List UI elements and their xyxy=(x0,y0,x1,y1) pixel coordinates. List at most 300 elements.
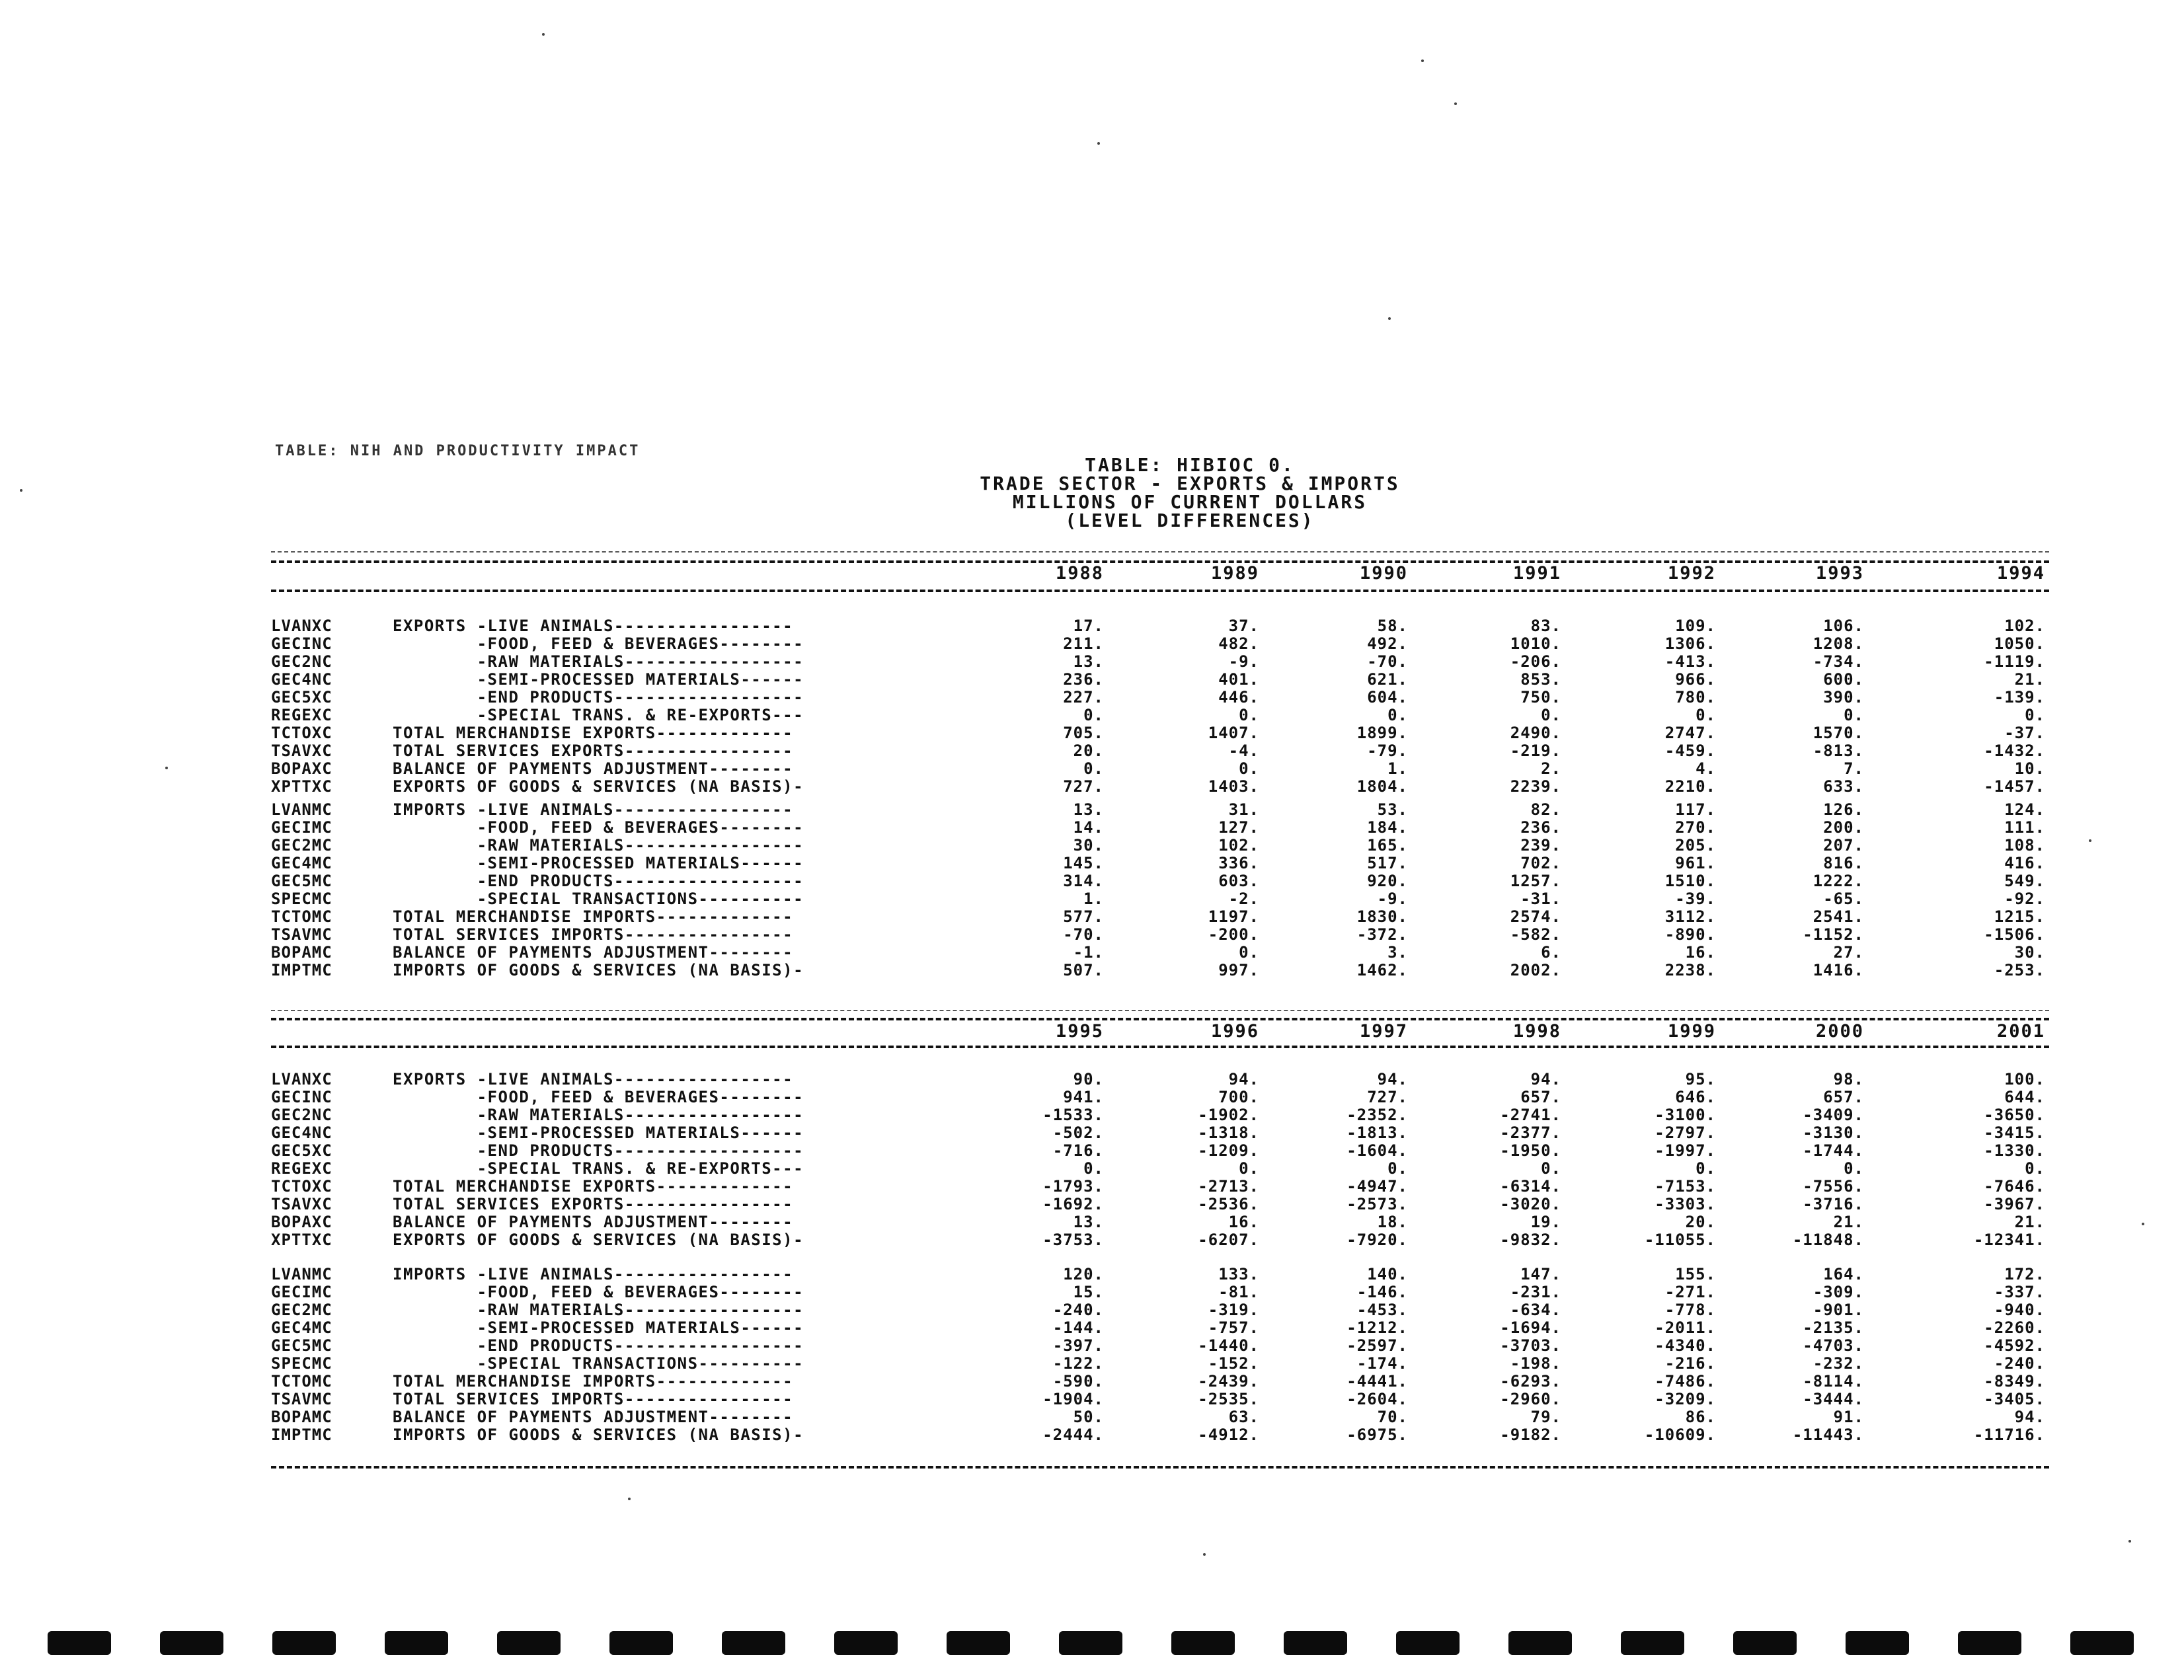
series-code: GEC2MC xyxy=(271,1301,332,1319)
series-code: REGEXC xyxy=(271,706,332,724)
cell-value: -3405. xyxy=(1984,1390,2045,1408)
series-code: TSAVMC xyxy=(271,1390,332,1408)
cell-value: 1830. xyxy=(1356,907,1408,926)
tractor-hole xyxy=(48,1631,111,1655)
scan-speck xyxy=(1421,59,1424,62)
cell-value: -174. xyxy=(1356,1354,1408,1373)
series-code: GEC4MC xyxy=(271,854,332,872)
series-code: TSAVXC xyxy=(271,1195,332,1213)
cell-value: 58. xyxy=(1377,617,1408,635)
cell-value: 0. xyxy=(1541,706,1561,724)
cell-value: 633. xyxy=(1823,777,1864,796)
cell-value: -1997. xyxy=(1655,1141,1716,1160)
cell-value: 95. xyxy=(1685,1070,1716,1088)
cell-value: 140. xyxy=(1367,1265,1408,1283)
series-code: GEC4NC xyxy=(271,1124,332,1142)
cell-value: -3415. xyxy=(1984,1124,2045,1142)
cell-value: -231. xyxy=(1510,1283,1561,1301)
tractor-hole xyxy=(1284,1631,1347,1655)
tractor-hole xyxy=(1508,1631,1572,1655)
cell-value: 0. xyxy=(1696,1159,1716,1178)
row-label: -RAW MATERIALS----------------- xyxy=(393,836,804,855)
cell-value: 1804. xyxy=(1356,777,1408,796)
cell-value: 1010. xyxy=(1510,634,1561,653)
cell-value: -92. xyxy=(2004,890,2045,908)
series-code: IMPTMC xyxy=(271,1426,332,1444)
row-label: IMPORTS OF GOODS & SERVICES (NA BASIS)- xyxy=(393,961,804,979)
cell-value: -4340. xyxy=(1655,1336,1716,1355)
series-code: TCTOMC xyxy=(271,907,332,926)
cell-value: -2135. xyxy=(1803,1318,1864,1337)
series-code: LVANMC xyxy=(271,1265,332,1283)
cell-value: -11716. xyxy=(1973,1426,2045,1444)
cell-value: 314. xyxy=(1063,872,1104,890)
cell-value: -757. xyxy=(1208,1318,1259,1337)
cell-value: -716. xyxy=(1052,1141,1104,1160)
cell-value: 31. xyxy=(1228,800,1259,819)
tractor-hole xyxy=(609,1631,673,1655)
cell-value: -240. xyxy=(1052,1301,1104,1319)
row-label: -END PRODUCTS------------------ xyxy=(393,872,804,890)
cell-value: 236. xyxy=(1520,818,1561,837)
cell-value: 50. xyxy=(1073,1408,1104,1426)
year-header: 1992 xyxy=(1667,563,1716,584)
title-line: (LEVEL DIFFERENCES) xyxy=(1065,510,1315,531)
cell-value: -890. xyxy=(1664,925,1716,944)
cell-value: 1197. xyxy=(1208,907,1259,926)
series-code: TSAVXC xyxy=(271,742,332,760)
report-header-left: TABLE: NIH AND PRODUCTIVITY IMPACT xyxy=(275,443,641,459)
cell-value: -216. xyxy=(1664,1354,1716,1373)
cell-value: -7486. xyxy=(1655,1372,1716,1391)
cell-value: -7153. xyxy=(1655,1177,1716,1196)
cell-value: 155. xyxy=(1675,1265,1716,1283)
year-header: 1991 xyxy=(1512,563,1561,584)
row-label: TOTAL MERCHANDISE EXPORTS------------- xyxy=(393,1177,794,1196)
row-label: BALANCE OF PAYMENTS ADJUSTMENT-------- xyxy=(393,1408,794,1426)
cell-value: 0. xyxy=(1083,1159,1104,1178)
series-code: GEC5XC xyxy=(271,688,332,706)
table-rule xyxy=(271,551,2049,553)
cell-value: -3409. xyxy=(1803,1106,1864,1124)
series-code: TSAVMC xyxy=(271,925,332,944)
cell-value: -3100. xyxy=(1655,1106,1716,1124)
tractor-hole xyxy=(1059,1631,1122,1655)
cell-value: -3020. xyxy=(1500,1195,1561,1213)
cell-value: 30. xyxy=(1073,836,1104,855)
cell-value: 1. xyxy=(1083,890,1104,908)
cell-value: -2797. xyxy=(1655,1124,1716,1142)
cell-value: 270. xyxy=(1675,818,1716,837)
row-label: -SEMI-PROCESSED MATERIALS------ xyxy=(393,1124,804,1142)
cell-value: 657. xyxy=(1823,1088,1864,1106)
table-rule xyxy=(271,1018,2049,1020)
tractor-hole xyxy=(834,1631,898,1655)
series-code: GECIMC xyxy=(271,1283,332,1301)
cell-value: 644. xyxy=(2004,1088,2045,1106)
scan-speck xyxy=(1203,1553,1206,1556)
cell-value: -3130. xyxy=(1803,1124,1864,1142)
cell-value: -1533. xyxy=(1042,1106,1104,1124)
cell-value: -813. xyxy=(1813,742,1864,760)
cell-value: 2002. xyxy=(1510,961,1561,979)
cell-value: -590. xyxy=(1052,1372,1104,1391)
cell-value: 0. xyxy=(2025,706,2045,724)
cell-value: -1902. xyxy=(1198,1106,1259,1124)
year-header: 1994 xyxy=(1996,563,2045,584)
cell-value: 82. xyxy=(1530,800,1561,819)
cell-value: -3716. xyxy=(1803,1195,1864,1213)
cell-value: 1510. xyxy=(1664,872,1716,890)
cell-value: 492. xyxy=(1367,634,1408,653)
row-label: EXPORTS -LIVE ANIMALS----------------- xyxy=(393,617,794,635)
cell-value: -144. xyxy=(1052,1318,1104,1337)
cell-value: -502. xyxy=(1052,1124,1104,1142)
cell-value: 98. xyxy=(1833,1070,1864,1088)
cell-value: 7. xyxy=(1844,759,1864,778)
cell-value: 1570. xyxy=(1813,724,1864,742)
cell-value: -70. xyxy=(1063,925,1104,944)
cell-value: 416. xyxy=(2004,854,2045,872)
cell-value: 1222. xyxy=(1813,872,1864,890)
cell-value: -3209. xyxy=(1655,1390,1716,1408)
row-label: -SEMI-PROCESSED MATERIALS------ xyxy=(393,854,804,872)
cell-value: 147. xyxy=(1520,1265,1561,1283)
cell-value: -11055. xyxy=(1644,1231,1716,1249)
cell-value: 53. xyxy=(1377,800,1408,819)
cell-value: 133. xyxy=(1218,1265,1259,1283)
table-rule xyxy=(271,590,2049,592)
cell-value: -1904. xyxy=(1042,1390,1104,1408)
tractor-hole xyxy=(722,1631,785,1655)
cell-value: 517. xyxy=(1367,854,1408,872)
row-label: -RAW MATERIALS----------------- xyxy=(393,1301,804,1319)
cell-value: -4441. xyxy=(1346,1372,1408,1391)
cell-value: -1813. xyxy=(1346,1124,1408,1142)
cell-value: 0. xyxy=(1239,943,1259,962)
cell-value: 482. xyxy=(1218,634,1259,653)
cell-value: -139. xyxy=(1994,688,2045,706)
cell-value: -240. xyxy=(1994,1354,2045,1373)
cell-value: 94. xyxy=(1530,1070,1561,1088)
tractor-hole xyxy=(947,1631,1010,1655)
cell-value: -3753. xyxy=(1042,1231,1104,1249)
cell-value: -11443. xyxy=(1792,1426,1864,1444)
cell-value: -146. xyxy=(1356,1283,1408,1301)
cell-value: 0. xyxy=(1696,706,1716,724)
cell-value: 20. xyxy=(1685,1213,1716,1231)
cell-value: -9182. xyxy=(1500,1426,1561,1444)
cell-value: -8349. xyxy=(1984,1372,2045,1391)
year-header: 1997 xyxy=(1359,1021,1408,1042)
cell-value: -1119. xyxy=(1984,652,2045,671)
cell-value: 549. xyxy=(2004,872,2045,890)
cell-value: -9. xyxy=(1377,890,1408,908)
cell-value: 507. xyxy=(1063,961,1104,979)
series-code: GECINC xyxy=(271,634,332,653)
cell-value: 0. xyxy=(1083,759,1104,778)
cell-value: 621. xyxy=(1367,670,1408,689)
cell-value: 0. xyxy=(1239,706,1259,724)
row-label: TOTAL MERCHANDISE IMPORTS------------- xyxy=(393,1372,794,1391)
cell-value: 2747. xyxy=(1664,724,1716,742)
series-code: IMPTMC xyxy=(271,961,332,979)
cell-value: -9. xyxy=(1228,652,1259,671)
cell-value: -2741. xyxy=(1500,1106,1561,1124)
cell-value: 102. xyxy=(1218,836,1259,855)
series-code: BOPAMC xyxy=(271,943,332,962)
cell-value: -253. xyxy=(1994,961,2045,979)
row-label: -RAW MATERIALS----------------- xyxy=(393,1106,804,1124)
cell-value: -2604. xyxy=(1346,1390,1408,1408)
row-label: -FOOD, FEED & BEVERAGES-------- xyxy=(393,818,804,837)
cell-value: 13. xyxy=(1073,1213,1104,1231)
cell-value: -39. xyxy=(1675,890,1716,908)
series-code: BOPAXC xyxy=(271,1213,332,1231)
series-code: XPTTXC xyxy=(271,777,332,796)
table-rule xyxy=(271,1046,2049,1048)
cell-value: -31. xyxy=(1520,890,1561,908)
cell-value: 646. xyxy=(1675,1088,1716,1106)
cell-value: -2. xyxy=(1228,890,1259,908)
cell-value: -2439. xyxy=(1198,1372,1259,1391)
cell-value: -3303. xyxy=(1655,1195,1716,1213)
cell-value: 750. xyxy=(1520,688,1561,706)
series-code: LVANMC xyxy=(271,800,332,819)
cell-value: -3444. xyxy=(1803,1390,1864,1408)
cell-value: 853. xyxy=(1520,670,1561,689)
year-header: 1993 xyxy=(1815,563,1864,584)
year-header: 1989 xyxy=(1210,563,1259,584)
cell-value: 2541. xyxy=(1813,907,1864,926)
cell-value: -734. xyxy=(1813,652,1864,671)
series-code: TCTOXC xyxy=(271,1177,332,1196)
cell-value: 17. xyxy=(1073,617,1104,635)
cell-value: 600. xyxy=(1823,670,1864,689)
cell-value: 401. xyxy=(1218,670,1259,689)
cell-value: 15. xyxy=(1073,1283,1104,1301)
cell-value: 1416. xyxy=(1813,961,1864,979)
cell-value: 941. xyxy=(1063,1088,1104,1106)
cell-value: 83. xyxy=(1530,617,1561,635)
cell-value: -901. xyxy=(1813,1301,1864,1319)
tractor-hole xyxy=(1958,1631,2021,1655)
cell-value: -81. xyxy=(1218,1283,1259,1301)
tractor-hole xyxy=(1396,1631,1460,1655)
cell-value: 2210. xyxy=(1664,777,1716,796)
row-label: BALANCE OF PAYMENTS ADJUSTMENT-------- xyxy=(393,1213,794,1231)
cell-value: 0. xyxy=(1541,1159,1561,1178)
cell-value: -11848. xyxy=(1792,1231,1864,1249)
cell-value: -940. xyxy=(1994,1301,2045,1319)
cell-value: 2239. xyxy=(1510,777,1561,796)
year-header: 2001 xyxy=(1996,1021,2045,1042)
cell-value: -2536. xyxy=(1198,1195,1259,1213)
cell-value: -397. xyxy=(1052,1336,1104,1355)
cell-value: 27. xyxy=(1833,943,1864,962)
cell-value: 780. xyxy=(1675,688,1716,706)
cell-value: -1793. xyxy=(1042,1177,1104,1196)
row-label: TOTAL SERVICES EXPORTS---------------- xyxy=(393,742,794,760)
scan-speck xyxy=(2089,839,2091,842)
cell-value: -337. xyxy=(1994,1283,2045,1301)
cell-value: 63. xyxy=(1228,1408,1259,1426)
cell-value: 961. xyxy=(1675,854,1716,872)
year-header: 1990 xyxy=(1359,563,1408,584)
cell-value: 239. xyxy=(1520,836,1561,855)
cell-value: 172. xyxy=(2004,1265,2045,1283)
cell-value: 18. xyxy=(1377,1213,1408,1231)
series-code: XPTTXC xyxy=(271,1231,332,1249)
cell-value: 10. xyxy=(2014,759,2045,778)
cell-value: -9832. xyxy=(1500,1231,1561,1249)
cell-value: 79. xyxy=(1530,1408,1561,1426)
cell-value: 91. xyxy=(1833,1408,1864,1426)
series-code: LVANXC xyxy=(271,617,332,635)
tractor-hole xyxy=(385,1631,448,1655)
cell-value: 1257. xyxy=(1510,872,1561,890)
cell-value: -3650. xyxy=(1984,1106,2045,1124)
cell-value: -206. xyxy=(1510,652,1561,671)
cell-value: 920. xyxy=(1367,872,1408,890)
cell-value: -6293. xyxy=(1500,1372,1561,1391)
cell-value: 966. xyxy=(1675,670,1716,689)
cell-value: 604. xyxy=(1367,688,1408,706)
cell-value: 727. xyxy=(1367,1088,1408,1106)
tractor-hole xyxy=(1846,1631,1909,1655)
cell-value: -219. xyxy=(1510,742,1561,760)
cell-value: -372. xyxy=(1356,925,1408,944)
cell-value: 0. xyxy=(1387,1159,1408,1178)
cell-value: -2352. xyxy=(1346,1106,1408,1124)
cell-value: -122. xyxy=(1052,1354,1104,1373)
cell-value: 14. xyxy=(1073,818,1104,837)
cell-value: 997. xyxy=(1218,961,1259,979)
row-label: -SPECIAL TRANS. & RE-EXPORTS--- xyxy=(393,706,804,724)
cell-value: 127. xyxy=(1218,818,1259,837)
cell-value: 446. xyxy=(1218,688,1259,706)
cell-value: 16. xyxy=(1685,943,1716,962)
cell-value: -2444. xyxy=(1042,1426,1104,1444)
tractor-hole xyxy=(2070,1631,2134,1655)
cell-value: -2713. xyxy=(1198,1177,1259,1196)
cell-value: -778. xyxy=(1664,1301,1716,1319)
title-line: TRADE SECTOR - EXPORTS & IMPORTS xyxy=(980,473,1400,494)
row-label: -FOOD, FEED & BEVERAGES-------- xyxy=(393,1283,804,1301)
cell-value: -198. xyxy=(1510,1354,1561,1373)
cell-value: -12341. xyxy=(1973,1231,2045,1249)
row-label: IMPORTS -LIVE ANIMALS----------------- xyxy=(393,1265,794,1283)
scan-speck xyxy=(165,767,168,769)
cell-value: 2238. xyxy=(1664,961,1716,979)
cell-value: -319. xyxy=(1208,1301,1259,1319)
cell-value: -4703. xyxy=(1803,1336,1864,1355)
row-label: -END PRODUCTS------------------ xyxy=(393,688,804,706)
cell-value: -2535. xyxy=(1198,1390,1259,1408)
title-line: TABLE: HIBIOC 0. xyxy=(1085,454,1295,476)
cell-value: 70. xyxy=(1377,1408,1408,1426)
cell-value: 13. xyxy=(1073,652,1104,671)
year-header: 1999 xyxy=(1667,1021,1716,1042)
series-code: REGEXC xyxy=(271,1159,332,1178)
cell-value: -1. xyxy=(1073,943,1104,962)
tractor-hole xyxy=(497,1631,561,1655)
cell-value: 108. xyxy=(2004,836,2045,855)
cell-value: -1744. xyxy=(1803,1141,1864,1160)
cell-value: 3. xyxy=(1387,943,1408,962)
series-code: SPECMC xyxy=(271,1354,332,1373)
tractor-hole xyxy=(1621,1631,1684,1655)
cell-value: 100. xyxy=(2004,1070,2045,1088)
cell-value: 657. xyxy=(1520,1088,1561,1106)
cell-value: 0. xyxy=(1387,706,1408,724)
cell-value: -2597. xyxy=(1346,1336,1408,1355)
cell-value: 145. xyxy=(1063,854,1104,872)
cell-value: 13. xyxy=(1073,800,1104,819)
cell-value: 1215. xyxy=(1994,907,2045,926)
cell-value: -1330. xyxy=(1984,1141,2045,1160)
series-code: GEC5XC xyxy=(271,1141,332,1160)
row-label: BALANCE OF PAYMENTS ADJUSTMENT-------- xyxy=(393,943,794,962)
cell-value: -4. xyxy=(1228,742,1259,760)
row-label: TOTAL SERVICES IMPORTS---------------- xyxy=(393,1390,794,1408)
cell-value: -7920. xyxy=(1346,1231,1408,1249)
scan-speck xyxy=(1454,102,1457,105)
cell-value: 2. xyxy=(1541,759,1561,778)
cell-value: 21. xyxy=(2014,670,2045,689)
year-header: 1995 xyxy=(1055,1021,1104,1042)
cell-value: 120. xyxy=(1063,1265,1104,1283)
table-rule xyxy=(271,1466,2049,1469)
cell-value: 117. xyxy=(1675,800,1716,819)
year-header: 1998 xyxy=(1512,1021,1561,1042)
cell-value: 1. xyxy=(1387,759,1408,778)
cell-value: -6975. xyxy=(1346,1426,1408,1444)
year-header: 1988 xyxy=(1055,563,1104,584)
cell-value: 700. xyxy=(1218,1088,1259,1106)
cell-value: -7556. xyxy=(1803,1177,1864,1196)
cell-value: 207. xyxy=(1823,836,1864,855)
row-label: EXPORTS OF GOODS & SERVICES (NA BASIS)- xyxy=(393,777,804,796)
cell-value: -1432. xyxy=(1984,742,2045,760)
row-label: EXPORTS -LIVE ANIMALS----------------- xyxy=(393,1070,794,1088)
cell-value: -453. xyxy=(1356,1301,1408,1319)
scan-speck xyxy=(1388,317,1391,320)
cell-value: -271. xyxy=(1664,1283,1716,1301)
row-label: -END PRODUCTS------------------ xyxy=(393,1336,804,1355)
cell-value: 1462. xyxy=(1356,961,1408,979)
series-code: BOPAMC xyxy=(271,1408,332,1426)
cell-value: -413. xyxy=(1664,652,1716,671)
cell-value: 390. xyxy=(1823,688,1864,706)
cell-value: -4947. xyxy=(1346,1177,1408,1196)
cell-value: 577. xyxy=(1063,907,1104,926)
series-code: GEC4NC xyxy=(271,670,332,689)
cell-value: 1403. xyxy=(1208,777,1259,796)
table-rule xyxy=(271,1010,2049,1011)
row-label: TOTAL SERVICES EXPORTS---------------- xyxy=(393,1195,794,1213)
cell-value: -4592. xyxy=(1984,1336,2045,1355)
tractor-hole xyxy=(272,1631,336,1655)
cell-value: -1506. xyxy=(1984,925,2045,944)
scan-speck xyxy=(20,489,22,492)
cell-value: 2490. xyxy=(1510,724,1561,742)
cell-value: -1692. xyxy=(1042,1195,1104,1213)
cell-value: 111. xyxy=(2004,818,2045,837)
cell-value: -6207. xyxy=(1198,1231,1259,1249)
cell-value: -2260. xyxy=(1984,1318,2045,1337)
cell-value: 1407. xyxy=(1208,724,1259,742)
